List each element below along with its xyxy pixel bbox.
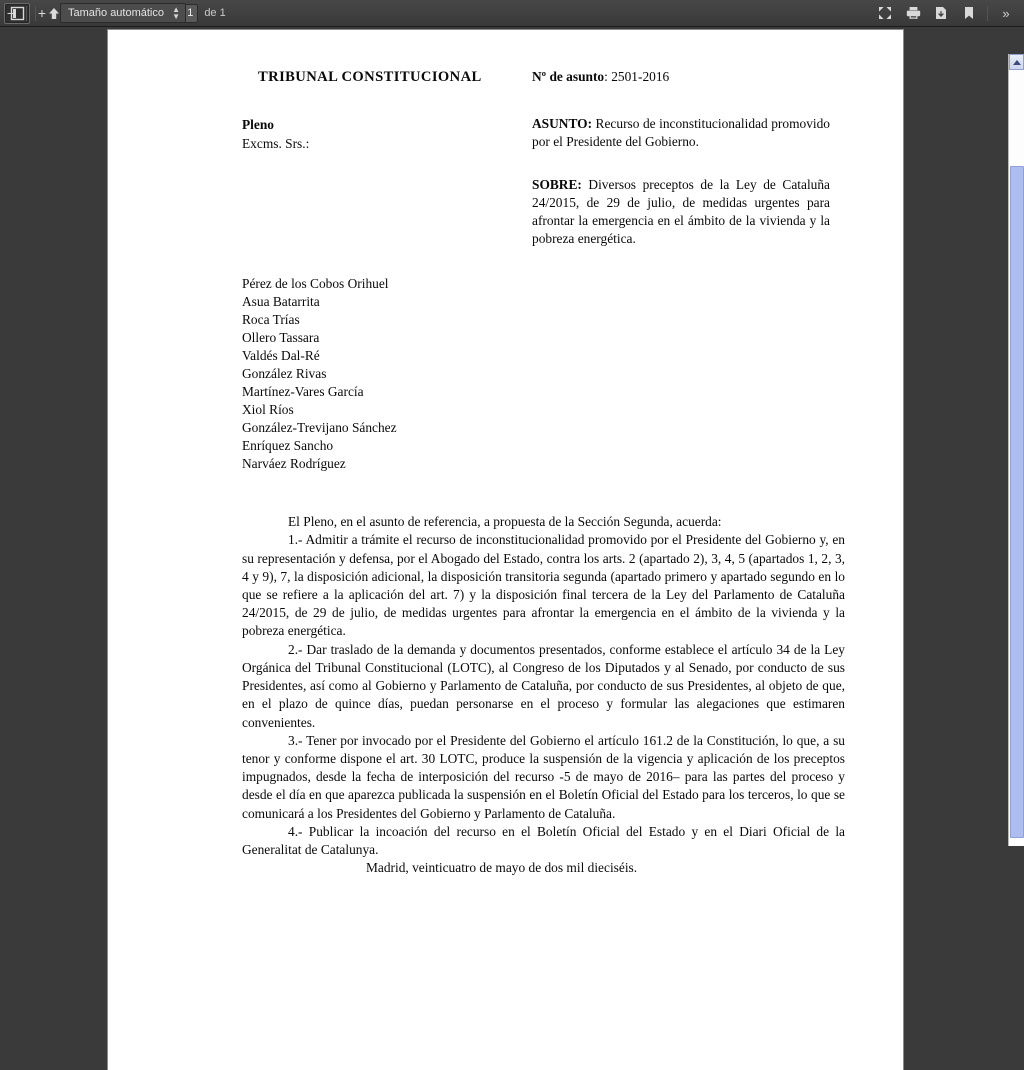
pdf-toolbar xyxy=(0,0,1024,27)
download-button[interactable] xyxy=(928,3,954,24)
magistrate-name: Ollero Tassara xyxy=(242,329,320,345)
case-number-separator: : xyxy=(604,69,612,84)
magistrate-name: Martínez-Vares García xyxy=(242,383,364,399)
scrollbar-thumb[interactable] xyxy=(1010,166,1024,838)
scrollbar-up-button[interactable] xyxy=(1009,54,1024,70)
magistrate-name: González-Trevijano Sánchez xyxy=(242,420,397,436)
header-right-column xyxy=(532,68,830,248)
magistrates-list xyxy=(242,275,845,473)
document-content xyxy=(108,30,903,1070)
toolbar-divider-3 xyxy=(26,6,27,21)
body-paragraph: 3.- Tener por invocado por el Presidente del Gobierno el artículo 161.2 de la Constitución, lo que, a su tenor y conforme dispone el art. 30 LOTC, produce la suspensión de la vigencia y aplicación de los preceptos impugnados, desde la fecha de interposición del recurso -5 de mayo de 2016– para las partes del proceso y desde el día en que aparezca publicada la suspensión en el Boletín Oficial del Estado para los terceros, lo que se comunicará a los Presidentes del Gobierno y Parlamento de Cataluña. xyxy=(242,732,845,821)
body-paragraph: 2.- Dar traslado de la demanda y documentos presentados, conforme establece el artículo 34 de la Ley Orgánica del Tribunal Constitucional (LOTC), al Congreso de los Diputados y al Senado, por conducto de sus Presidentes, así como al Gobierno y Parlamento de Cataluña, por conducto de sus Presidentes, al objeto de que, en el plazo de quince días, puedan personarse en el proceso y formular las alegaciones que estimaren convenientes. xyxy=(242,641,845,730)
pleno-label: Pleno xyxy=(242,117,274,133)
closing-line: Madrid, veinticuatro de mayo de dos mil dieciséis. xyxy=(366,860,638,876)
sobre-label: SOBRE: xyxy=(532,177,582,193)
asunto-block xyxy=(532,115,830,151)
excms-label: Excms. Srs.: xyxy=(242,136,310,152)
magistrate-name: Narváez Rodríguez xyxy=(242,456,346,472)
document-header xyxy=(242,68,845,248)
asunto-text: Recurso de inconstitucionalidad promovido por el Presidente del Gobierno. xyxy=(532,115,830,149)
magistrate-name: Xiol Ríos xyxy=(242,402,294,418)
asunto-label: ASUNTO: xyxy=(532,115,593,131)
magistrate-name: Enríquez Sancho xyxy=(242,438,334,454)
zoom-select-wrapper xyxy=(53,3,186,23)
body-paragraph: 1.- Admitir a trámite el recurso de inconstitucionalidad promovido por el Presidente del Gobierno y, en su representación y defensa, por el Abogado del Estado, contra los arts. 2 (apartado 2), 3, 4, 5 (apartados 1, 2, 3, 4 y 9), 7, la disposición adicional, la disposición transitoria segunda (apartado primero y apartado segundo en lo que se refiere a la aplicación del art. 7) y la disposición final tercera de la Ley del Parlamento de Cataluña 24/2015, de 29 de julio, de medidas urgentes para afrontar la emergencia en el ámbito de la vivienda y la pobreza energética. xyxy=(242,532,845,639)
magistrate-name: Roca Trías xyxy=(242,311,300,327)
sobre-block xyxy=(532,176,830,247)
more-tools-button[interactable] xyxy=(993,3,1019,24)
bookmark-icon xyxy=(964,6,974,20)
presentation-mode-button[interactable] xyxy=(872,3,898,24)
double-chevron-right-icon: » xyxy=(1002,5,1010,21)
download-icon xyxy=(935,6,947,20)
print-button[interactable] xyxy=(900,3,926,24)
zoom-in-button[interactable]: + xyxy=(37,5,47,21)
vertical-scrollbar[interactable] xyxy=(1008,54,1024,846)
page-count-label: de 1 xyxy=(204,7,226,19)
sobre-text: Diversos preceptos de la Ley de Cataluña 24/2015, de 29 de julio, de medidas urgentes para afrontar la emergencia en el ámbito de la vivienda y la pobreza energética. xyxy=(532,177,830,246)
body-intro: El Pleno, en el asunto de referencia, a propuesta de la Sección Segunda, acuerda: xyxy=(288,514,722,530)
bookmark-button[interactable] xyxy=(956,3,982,24)
document-body xyxy=(242,513,845,877)
toolbar-divider-4 xyxy=(987,6,988,21)
printer-icon xyxy=(906,6,921,20)
magistrate-name: Asua Batarrita xyxy=(242,293,320,309)
pdf-viewer-area[interactable] xyxy=(0,27,1024,876)
magistrate-name: Valdés Dal-Ré xyxy=(242,347,320,363)
toolbar-right-group xyxy=(871,3,1020,24)
magistrate-name: Pérez de los Cobos Orihuel xyxy=(242,275,389,291)
zoom-level-select[interactable] xyxy=(60,3,186,23)
header-left-column xyxy=(242,68,512,153)
magistrate-name: González Rivas xyxy=(242,365,327,381)
zoom-out-button[interactable]: − xyxy=(6,5,16,21)
chevron-updown-icon: ▲ ▼ xyxy=(172,5,180,21)
case-number-value: 2501-2016 xyxy=(611,69,670,84)
pdf-page-1 xyxy=(108,30,903,1070)
case-number-label: Nº de asunto xyxy=(532,69,605,84)
court-title: TRIBUNAL CONSTITUCIONAL xyxy=(258,69,482,85)
scrollbar-track-upper[interactable] xyxy=(1010,71,1024,166)
scroll-up-arrow-icon xyxy=(1013,60,1021,65)
fullscreen-icon xyxy=(878,6,892,20)
body-paragraph: 4.- Publicar la incoación del recurso en el Boletín Oficial del Estado y en el Diari Oficial de la Generalitat de Catalunya. xyxy=(242,823,845,858)
toolbar-zoom-group xyxy=(0,3,186,23)
case-number-line xyxy=(532,68,830,86)
